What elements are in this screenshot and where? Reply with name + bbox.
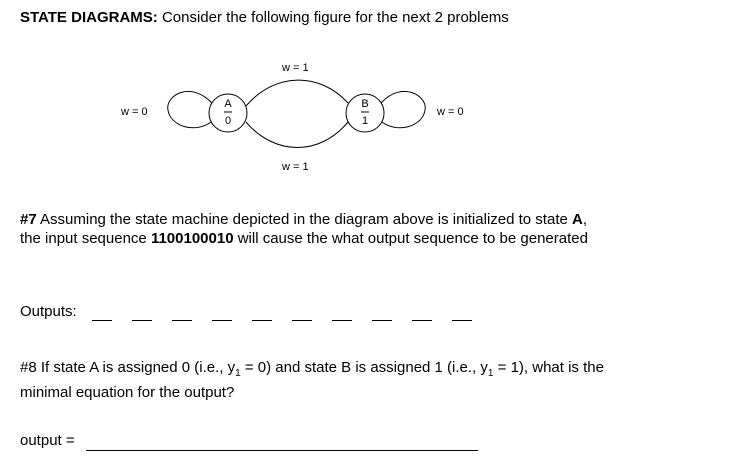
question-7-line-2	[20, 229, 588, 248]
heading-rest: Consider the following figure for the next 2 problems	[157, 9, 509, 26]
output-equation-blank[interactable]	[86, 450, 478, 451]
output-blank[interactable]	[172, 320, 192, 321]
output-blank[interactable]	[212, 320, 232, 321]
transition-b-to-a	[246, 122, 348, 148]
question-8-sub-2: 1	[487, 368, 494, 379]
self-loop-b-label: w = 0	[437, 106, 464, 118]
output-blank[interactable]	[92, 320, 112, 321]
question-8	[20, 358, 604, 402]
question-7-line-1	[20, 210, 588, 229]
outputs-label: Outputs:	[20, 303, 77, 320]
question-8-text-c: = 1), what is the	[493, 359, 604, 376]
state-b-output: 1	[361, 115, 369, 127]
self-loop-b	[381, 91, 425, 127]
self-loop-a-label: w = 0	[121, 106, 148, 118]
output-blank[interactable]	[292, 320, 312, 321]
output-blank[interactable]	[452, 320, 472, 321]
question-7-state: A	[572, 211, 583, 228]
question-8-line-1	[20, 358, 604, 383]
heading-bold: STATE DIAGRAMS:	[20, 9, 158, 26]
question-7	[20, 210, 588, 248]
output-blank[interactable]	[412, 320, 432, 321]
transition-a-to-b-label: w = 1	[282, 62, 309, 74]
output-blank[interactable]	[332, 320, 352, 321]
output-equation-label: output =	[20, 432, 75, 449]
question-8-sub-1: 1	[235, 368, 241, 379]
question-7-text-a: Assuming the state machine depicted in the diagram above is initialized to state	[36, 211, 572, 228]
output-blank[interactable]	[372, 320, 392, 321]
question-8-text-b: = 0) and state B is assigned 1 (i.e., y	[240, 359, 488, 376]
transition-a-to-b	[246, 80, 348, 106]
question-7-sequence: 1100100010	[150, 230, 234, 247]
state-a-name: A	[224, 98, 232, 110]
state-a-output: 0	[224, 115, 232, 127]
output-blanks	[92, 320, 492, 322]
question-7-number: #7	[20, 211, 37, 228]
transition-b-to-a-label: w = 1	[282, 161, 309, 173]
self-loop-a	[168, 91, 212, 127]
question-8-line-2: minimal equation for the output?	[20, 384, 235, 401]
question-8-text-a: #8 If state A is assigned 0 (i.e., y	[20, 359, 236, 376]
output-blank[interactable]	[252, 320, 272, 321]
state-b-name: B	[361, 98, 369, 110]
output-blank[interactable]	[132, 320, 152, 321]
question-7-text-b: ,	[582, 211, 588, 228]
question-7-text-c: the input sequence	[20, 230, 151, 247]
question-7-text-d: will cause the what output sequence to be generated	[233, 230, 588, 247]
state-diagram	[0, 0, 740, 200]
